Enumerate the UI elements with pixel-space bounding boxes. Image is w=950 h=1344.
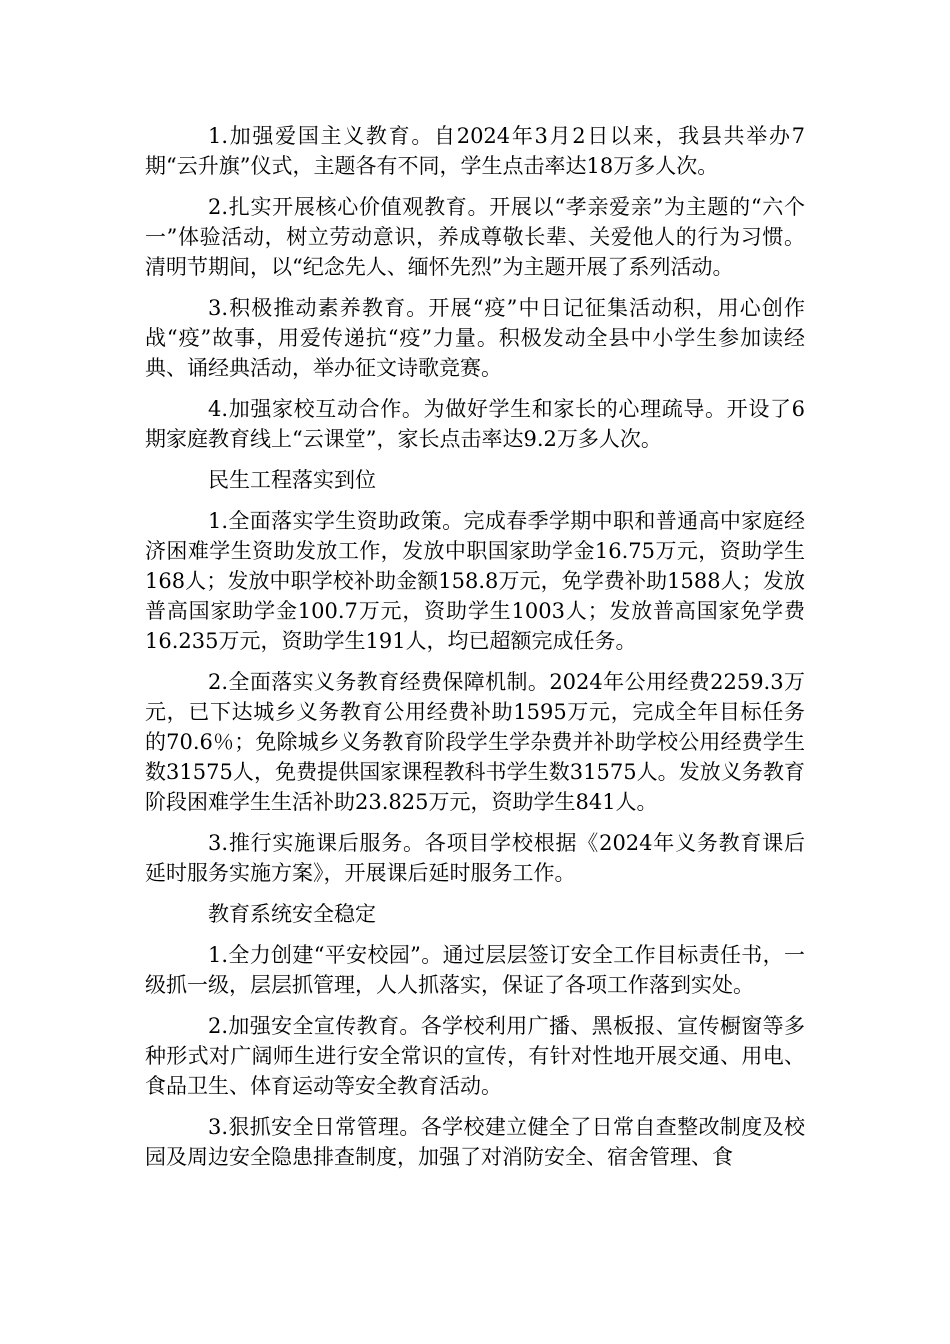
paragraph-safety-publicity: 2.加强安全宣传教育。各学校利用广播、黑板报、宣传橱窗等多种形式对广阔师生进行安全常识的宣传，有针对性地开展交通、用电、食品卫生、体育运动等安全教育活动。 bbox=[145, 1014, 805, 1098]
paragraph-after-school-services: 3.推行实施课后服务。各项目学校根据《2024年义务教育课后延时服务实施方案》，开展课后延时服务工作。 bbox=[145, 831, 805, 885]
paragraph-daily-safety-management: 3.狠抓安全日常管理。各学校建立健全了日常自查整改制度及校园及周边安全隐患排查制度，加强了对消防安全、宿舍管理、食 bbox=[145, 1115, 805, 1169]
document-body bbox=[145, 121, 805, 1183]
section-heading-livelihood-projects: 民生工程落实到位 bbox=[208, 468, 376, 492]
section-heading-safety-stability: 教育系统安全稳定 bbox=[208, 902, 376, 926]
paragraph-home-school-cooperation: 4.加强家校互动合作。为做好学生和家长的心理疏导。开设了6期家庭教育线上“云课堂”，家长点击率达9.2万多人次。 bbox=[145, 397, 805, 451]
paragraph-safe-campus: 1.全力创建“平安校园”。通过层层签订安全工作目标责任书，一级抓一级，层层抓管理，人人抓落实，保证了各项工作落到实处。 bbox=[145, 943, 805, 997]
paragraph-literacy-education: 3.积极推动素养教育。开展“疫”中日记征集活动积，用心创作战“疫”故事，用爱传递抗“疫”力量。积极发动全县中小学生参加读经典、诵经典活动，举办征文诗歌竞赛。 bbox=[145, 296, 805, 380]
paragraph-core-values-education: 2.扎实开展核心价值观教育。开展以“孝亲爱亲”为主题的“六个一”体验活动，树立劳动意识，养成尊敬长辈、关爱他人的行为习惯。清明节期间，以“纪念先人、缅怀先烈”为主题开展了系列活动。 bbox=[145, 195, 805, 279]
paragraph-compulsory-education-funding: 2.全面落实义务教育经费保障机制。2024年公用经费2259.3万元，已下达城乡义务教育公用经费补助1595万元，完成全年目标任务的70.6％；免除城乡义务教育阶段学生学杂费并补助学校公用经费学生数31575人，免费提供国家课程教科书学生数31575人。发放义务教育阶段困难学生生活补助23.825万元，资助学生841人。 bbox=[145, 670, 805, 814]
paragraph-student-aid-policy: 1.全面落实学生资助政策。完成春季学期中职和普通高中家庭经济困难学生资助发放工作，发放中职国家助学金16.75万元，资助学生168人；发放中职学校补助金额158.8万元，免学费补助1588人；发放普高国家助学金100.7万元，资助学生1003人；发放普高国家免学费16.235万元，资助学生191人，均已超额完成任务。 bbox=[145, 509, 805, 653]
paragraph-patriotic-education: 1.加强爱国主义教育。自2024年3月2日以来，我县共举办7期“云升旗”仪式，主题各有不同，学生点击率达18万多人次。 bbox=[145, 124, 805, 178]
